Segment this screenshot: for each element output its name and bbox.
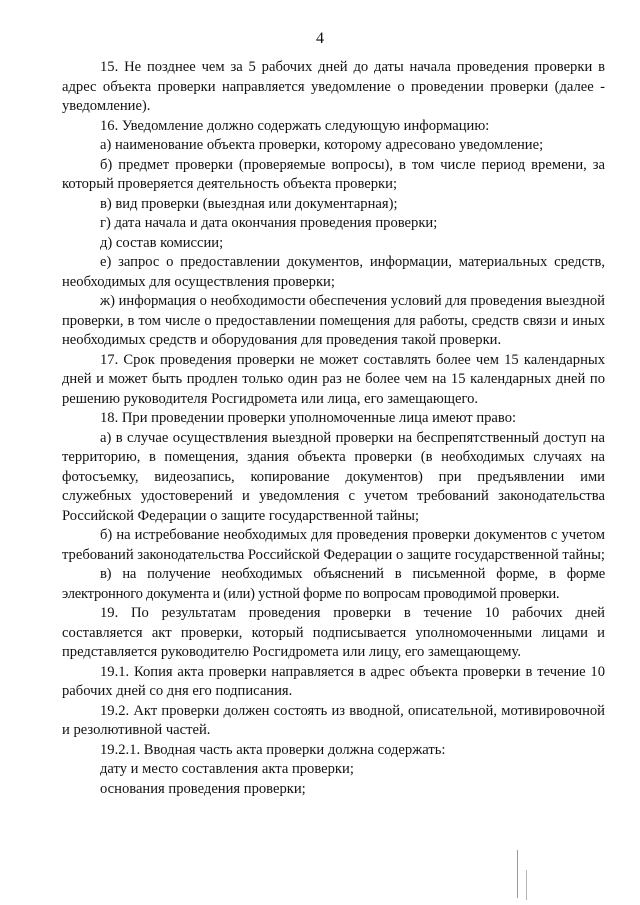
list-item-16e: е) запрос о предоставлении документов, информации, материальных средств, необходимых для осуществления проверки; bbox=[62, 254, 605, 290]
paragraph-19-2-1: 19.2.1. Вводная часть акта проверки должна содержать: bbox=[100, 741, 446, 758]
paragraph-19: 19. По результатам проведения проверки в течение 10 рабочих дней составляется акт проверки, который подписывается уполномоченными лицами и представляется руководителю Росгидромета или лицу, его замещающему. bbox=[62, 605, 605, 660]
paragraph-19-1: 19.1. Копия акта проверки направляется в адрес объекта проверки в течение 10 рабочих дней со дня его подписания. bbox=[62, 663, 605, 699]
scan-edge-mark bbox=[517, 850, 518, 898]
list-item-act-date: дату и место составления акта проверки; bbox=[100, 761, 354, 777]
list-item-16g: г) дата начала и дата окончания проведения проверки; bbox=[100, 215, 438, 231]
list-item-16zh: ж) информация о необходимости обеспечения условий для проведения выездной проверки, в том числе о предоставлении помещения для работы, средств связи и иных необходимых средств и оборудования для проведения такой проверки. bbox=[62, 293, 605, 348]
list-item-act-grounds: основания проведения проверки; bbox=[100, 780, 306, 797]
list-item-16d: д) состав комиссии; bbox=[100, 234, 224, 251]
paragraph-17: 17. Срок проведения проверки не может составлять более чем 15 календарных дней и может быть продлен только один раз не более чем на 15 календарных дней по решению руководителя Росгидромета или лица, его замещающего. bbox=[62, 351, 605, 407]
paragraph-18: 18. При проведении проверки уполномоченные лица имеют право: bbox=[100, 410, 517, 426]
document-body bbox=[62, 58, 605, 799]
scan-edge-mark-secondary bbox=[526, 870, 527, 900]
list-item-18b: б) на истребование необходимых для проведения проверки документов с учетом требований законодательства Российской Федерации о защите государственной тайны; bbox=[62, 527, 605, 563]
paragraph-15: 15. Не позднее чем за 5 рабочих дней до даты начала проведения проверки в адрес объекта проверки направляется уведомление о проведении проверки (далее - уведомление). bbox=[62, 59, 605, 114]
list-item-16a: а) наименование объекта проверки, которому адресовано уведомление; bbox=[100, 137, 544, 153]
paragraph-16: 16. Уведомление должно содержать следующую информацию: bbox=[100, 117, 490, 134]
page-number: 4 bbox=[316, 30, 324, 47]
list-item-18v: в) на получение необходимых объяснений в письменной форме, в форме электронного документа и (или) устной форме по вопросам проводимой проверки. bbox=[62, 566, 605, 602]
list-item-16b: б) предмет проверки (проверяемые вопросы), в том числе период времени, за который проверяется деятельность объекта проверки; bbox=[62, 156, 605, 192]
paragraph-19-2: 19.2. Акт проверки должен состоять из вводной, описательной, мотивировочной и резолютивной частей. bbox=[62, 702, 605, 738]
list-item-16v: в) вид проверки (выездная или документарная); bbox=[100, 195, 398, 212]
list-item-18a: а) в случае осуществления выездной проверки на беспрепятственный доступ на территорию, в помещения, здания объекта проверки (в необходимых случаях на фотосъемку, видеозапись, копирование документов) при предъявлении ими служебных удостоверений и уведомления с учетом требований законодательства Российской Федерации о защите государственной тайны; bbox=[62, 429, 605, 524]
